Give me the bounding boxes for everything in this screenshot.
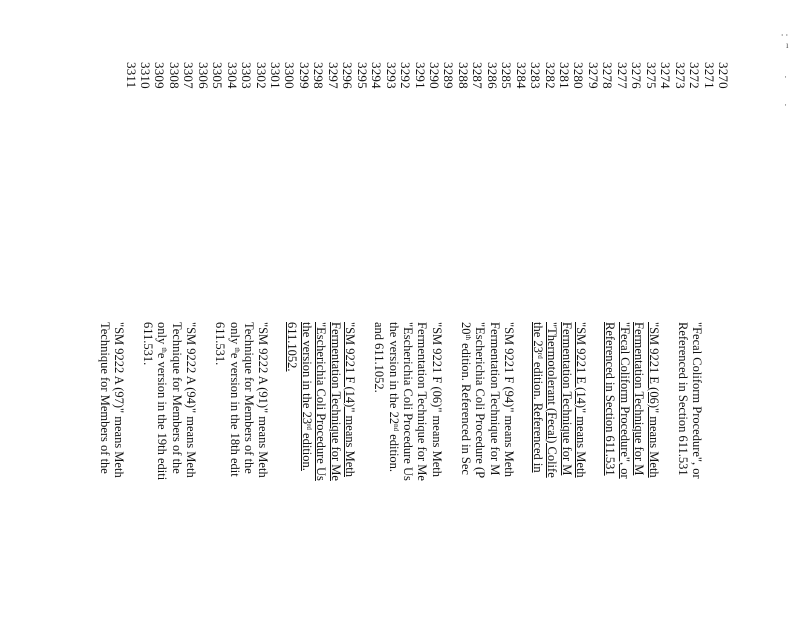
line-number: 3304	[224, 62, 240, 89]
line-number: 3288	[455, 62, 471, 89]
line-number: 3306	[195, 62, 211, 89]
margin-mark: ı	[786, 40, 789, 50]
text-line: Fermentation Technique for M	[559, 322, 574, 476]
text-segment: edition.	[386, 431, 401, 473]
text-line	[300, 322, 314, 471]
line-number: 3274	[658, 62, 674, 89]
line-number: 3292	[398, 62, 414, 89]
line-number: 3305	[210, 62, 226, 89]
text-line: Technique for Members of the	[169, 322, 184, 474]
ordinal-suffix: th	[463, 334, 472, 340]
line-number: 3286	[484, 62, 500, 89]
text-segment: e version in the 18th edit	[227, 352, 242, 477]
text-segment: edition.	[299, 429, 314, 471]
line-number: 3285	[499, 62, 515, 89]
line-number: 3293	[383, 62, 399, 89]
text-line: 611.531.	[140, 322, 155, 366]
text-line: 611.531.	[213, 322, 228, 366]
line-number: 3277	[614, 62, 630, 89]
text-segment: the version in the 23	[299, 322, 314, 425]
line-number: 3280	[571, 62, 587, 89]
text-line: "Escherichia Coli Procedure (P	[473, 322, 488, 479]
text-segment: edition. Referenced in Sec	[458, 339, 473, 475]
text-segment: 20	[458, 322, 473, 335]
line-number: 3307	[181, 62, 197, 89]
text-line: Fermentation Technique for M	[487, 322, 502, 476]
line-number: 3298	[311, 62, 327, 89]
text-segment: the version in the 22	[386, 322, 401, 425]
line-number: 3270	[716, 62, 731, 89]
text-line: Fermentation Technique for M	[632, 322, 647, 476]
line-number: 3283	[528, 62, 544, 89]
line-number: 3271	[701, 62, 717, 89]
text-segment: only	[227, 322, 242, 348]
line-number: 3273	[672, 62, 688, 89]
text-line: "Escherichia Coli Procedure Us	[401, 322, 415, 481]
text-segment: edition. Referenced in	[531, 358, 546, 473]
line-number: 3289	[441, 62, 457, 89]
line-number: 3300	[282, 62, 298, 89]
margin-mark: ⸱ ⸱	[781, 30, 789, 40]
text-line: "Escherichia Coli Procedure Us	[314, 322, 329, 481]
line-number: 3287	[470, 62, 486, 89]
line-number: 3308	[166, 62, 182, 89]
line-number: 3301	[268, 62, 284, 89]
text-line: Technique for Members of the	[242, 322, 257, 474]
line-number: 3291	[412, 62, 428, 89]
text-line: Fermentation Technique for Me	[328, 322, 343, 481]
text-line: "Thermotolerant (Fecal) Colife	[545, 322, 560, 478]
line-number: 3297	[325, 62, 341, 89]
text-line: 611.1052.	[285, 322, 300, 372]
line-number: 3281	[557, 62, 573, 89]
text-line: Fermentation Technique for Me	[415, 322, 430, 481]
text-segment: e version in the 19th editi	[155, 352, 170, 481]
margin-mark: ·	[784, 100, 787, 110]
text-line	[228, 322, 242, 477]
line-number: 3290	[427, 62, 442, 89]
ordinal-suffix: rd	[304, 424, 313, 430]
line-number: 3275	[643, 62, 659, 89]
text-line: "SM 9222 A (94)" means Meth	[184, 322, 199, 478]
line-number: 3295	[354, 62, 370, 89]
line-number: 3272	[687, 62, 703, 89]
text-line: and 611.1052.	[372, 322, 387, 393]
line-number: 3278	[600, 62, 616, 89]
line-number: 3284	[513, 62, 529, 89]
text-line	[387, 322, 401, 472]
text-line	[531, 322, 545, 473]
ordinal-suffix: th	[160, 347, 169, 353]
line-number: 3311	[123, 62, 139, 89]
text-line	[459, 322, 473, 475]
text-line: "SM 9222 A (91)" means Meth	[256, 322, 271, 478]
ordinal-suffix: th	[232, 347, 241, 353]
text-line: "Fecal Coliform Procedure", or	[690, 322, 704, 479]
text-segment: the 23	[531, 322, 546, 353]
text-line: Referenced in Section 611.531	[603, 322, 618, 476]
line-number: 3299	[296, 62, 312, 89]
text-segment: only	[155, 322, 170, 348]
line-number: 3302	[253, 62, 269, 89]
text-line: Referenced in Section 611.531	[675, 322, 690, 476]
text-line: "SM 9221 F (94)" means Meth	[502, 322, 517, 477]
line-number: 3303	[239, 62, 255, 89]
text-line: "SM 9221 F (06)" means Meth	[429, 322, 444, 477]
ordinal-suffix: nd	[391, 424, 400, 432]
text-line: "SM 9221 F (14)" means Meth	[343, 322, 358, 477]
margin-mark: ·	[784, 72, 787, 82]
text-line: "SM 9221 E (06)" means Meth	[646, 322, 661, 478]
line-number: 3310	[138, 62, 153, 89]
text-line	[155, 322, 169, 480]
line-number: 3309	[152, 62, 168, 89]
text-line: "SM 9222 A (97)" means Meth	[112, 322, 126, 478]
line-number: 3276	[629, 62, 645, 89]
line-number: 3294	[369, 62, 385, 89]
line-number: 3296	[340, 62, 356, 89]
text-line: "Fecal Coliform Procedure", or	[617, 322, 632, 479]
text-line: "SM 9221 E (14)" means Meth	[574, 322, 589, 478]
text-line: Technique for Members of the	[97, 322, 112, 474]
line-number: 3279	[585, 62, 601, 89]
line-number: 3282	[542, 62, 558, 89]
ordinal-suffix: rd	[536, 352, 545, 359]
